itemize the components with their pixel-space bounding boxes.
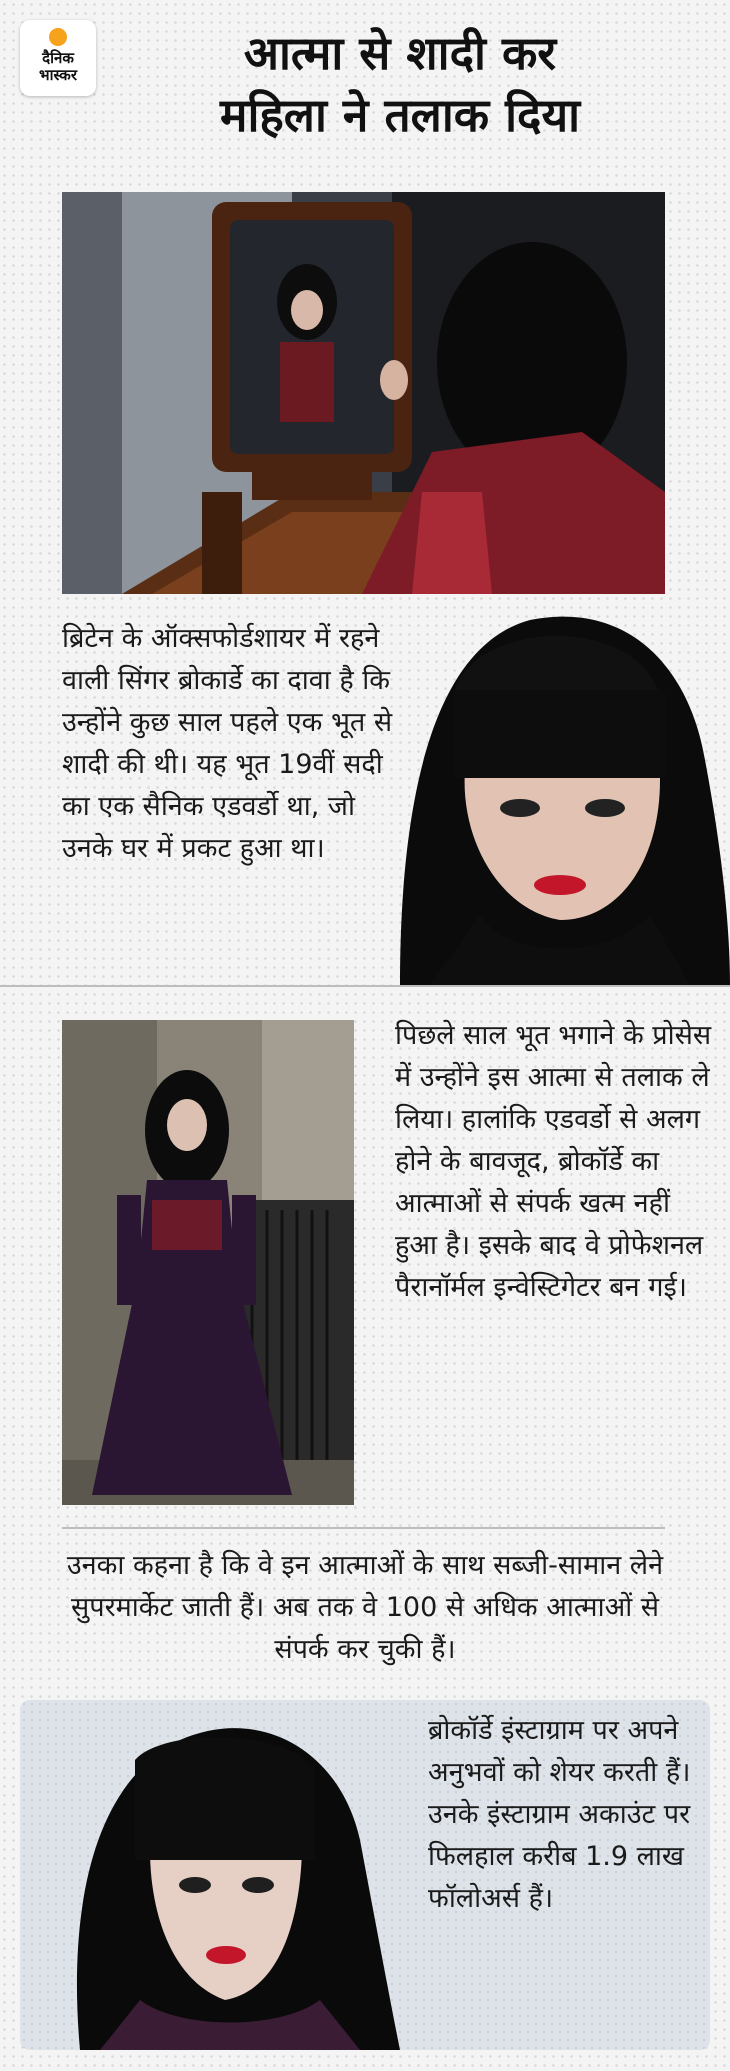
instagram-info-box [20,1700,710,2050]
photo-singer-dress [62,1020,354,1505]
dainik-bhaskar-logo [20,20,96,96]
paragraph-divorce: पिछले साल भूत भगाने के प्रोसेस में उन्होंने इस आत्मा से तलाक ले लिया। हालांकि एडवर्डो से अलग होने के बावजूद, ब्रोकॉर्डे का आत्माओं से संपर्क खत्म नहीं हुआ है। इसके बाद वे प्रोफेशनल पैरानॉर्मल इन्वेस्टिगेटर बन गई। [395,1020,712,1303]
sun-icon [49,28,67,46]
headline [110,22,690,146]
portrait-singer-bangs [40,1700,420,2050]
portrait-singer-closeup [360,540,730,985]
headline-line2: महिला ने तलाक दिया [219,88,581,142]
section-divider [0,985,730,987]
logo-text-line2: भास्कर [39,66,77,84]
mirror-photo [62,192,665,594]
section-divider [62,1527,665,1529]
logo-text-line1: दैनिक [42,49,74,67]
paragraph-intro: ब्रिटेन के ऑक्सफोर्डशायर में रहने वाली सिंगर ब्रोकार्डे का दावा है कि उन्होंने कुछ साल पहले एक भूत से शादी की थी। यह भूत 19वीं सदी का एक सैनिक एडवर्डो था, जो उनके घर में प्रकट हुआ था। [62,623,393,864]
paragraph-supermarket: उनका कहना है कि वे इन आत्माओं के साथ सब्जी-सामान लेने सुपरमार्केट जाती हैं। अब तक वे 100 से अधिक आत्माओं से संपर्क कर चुकी हैं। [66,1550,664,1665]
paragraph-instagram: ब्रोकॉर्डे इंस्टाग्राम पर अपने अनुभवों को शेयर करती हैं। उनके इंस्टाग्राम अकाउंट पर फिलहाल करीब 1.9 लाख फॉलोअर्स हैं। [428,1715,691,1914]
headline-line1: आत्मा से शादी कर [243,26,557,80]
